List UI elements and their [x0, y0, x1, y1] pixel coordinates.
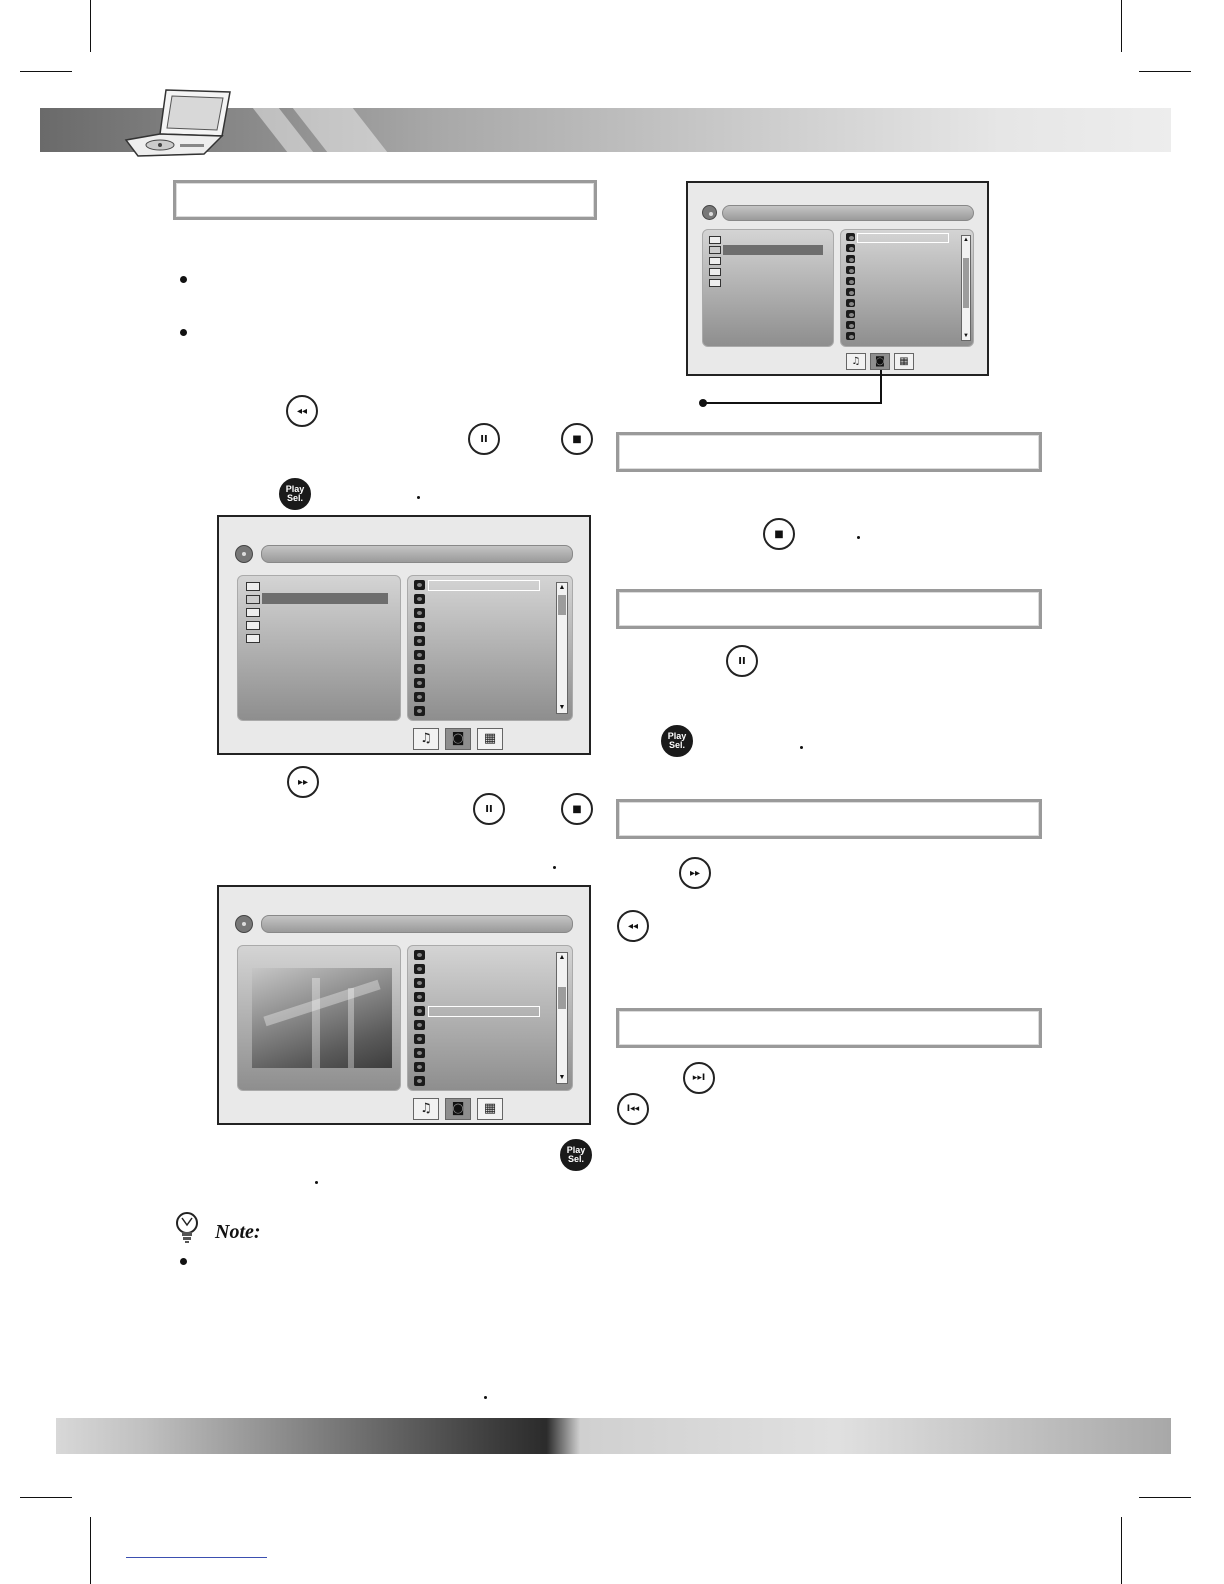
crop-mark	[1121, 0, 1122, 52]
play-sel-button-icon: Play Sel.	[279, 478, 311, 510]
scroll-down-arrow-icon[interactable]: ▼	[963, 333, 969, 339]
photo-file-icon	[846, 321, 855, 329]
pause-button-icon: II	[473, 793, 505, 825]
bottom-rule	[126, 1557, 267, 1558]
disc-icon	[235, 545, 253, 563]
scroll-up-arrow-icon[interactable]: ▲	[963, 237, 969, 243]
section-heading-box	[616, 432, 1042, 472]
crop-mark	[20, 1497, 72, 1498]
photo-file-icon	[414, 1076, 425, 1086]
photo-file-icon	[414, 664, 425, 674]
stop-button-icon: ■	[763, 518, 795, 550]
photo-file-icon	[414, 1006, 425, 1016]
photo-thumbnail	[252, 968, 392, 1068]
fast-forward-button-icon: ▸▸	[679, 857, 711, 889]
music-tab-icon[interactable]: ♫	[413, 1098, 439, 1120]
photo-file-icon	[414, 978, 425, 988]
selected-file-outline	[428, 1006, 540, 1017]
pause-button-icon: II	[726, 645, 758, 677]
photo-file-icon	[414, 1062, 425, 1072]
play-sel-button-icon: Play Sel.	[560, 1139, 592, 1171]
period-mark	[800, 746, 803, 749]
photo-file-icon	[414, 692, 425, 702]
section-heading-box	[616, 589, 1042, 629]
photo-file-icon	[846, 244, 855, 252]
scroll-thumb[interactable]	[558, 987, 566, 1009]
crop-mark	[1139, 1497, 1191, 1498]
scrollbar[interactable]	[556, 952, 568, 1084]
photo-file-icon	[846, 299, 855, 307]
photo-browser-screen-small	[686, 181, 989, 376]
folder-icon	[246, 634, 260, 643]
photo-file-icon	[846, 233, 855, 241]
pause-button-icon: II	[468, 423, 500, 455]
file-pane	[407, 945, 573, 1091]
disc-icon	[702, 205, 717, 220]
photo-file-icon	[414, 678, 425, 688]
photo-tab-icon[interactable]: ◙	[445, 1098, 471, 1120]
period-mark	[857, 536, 860, 539]
path-bar	[261, 915, 573, 933]
folder-icon	[246, 621, 260, 630]
rewind-button-icon: ◂◂	[286, 395, 318, 427]
video-tab-icon[interactable]: ▦	[477, 1098, 503, 1120]
music-tab-icon[interactable]: ♫	[413, 728, 439, 750]
photo-file-icon	[414, 992, 425, 1002]
photo-file-icon	[414, 1034, 425, 1044]
photo-file-icon	[414, 580, 425, 590]
scroll-thumb[interactable]	[558, 595, 566, 615]
next-button-icon: ▸▸I	[683, 1062, 715, 1094]
photo-file-icon	[414, 706, 425, 716]
selected-file-outline	[857, 233, 949, 243]
file-pane	[407, 575, 573, 721]
selected-folder-highlight	[723, 245, 823, 255]
path-bar	[722, 205, 974, 221]
folder-icon	[709, 268, 721, 276]
photo-file-icon	[414, 1020, 425, 1030]
photo-file-icon	[846, 288, 855, 296]
folder-icon	[246, 608, 260, 617]
photo-file-icon	[414, 608, 425, 618]
photo-file-icon	[414, 594, 425, 604]
photo-file-icon	[846, 266, 855, 274]
music-tab-icon[interactable]: ♫	[846, 353, 866, 370]
photo-file-icon	[414, 950, 425, 960]
callout-line	[703, 402, 881, 404]
crop-mark	[90, 1517, 91, 1584]
folder-icon	[709, 279, 721, 287]
scroll-thumb[interactable]	[963, 258, 969, 308]
period-mark	[553, 866, 556, 869]
crop-mark	[90, 0, 91, 52]
bullet	[180, 1258, 187, 1265]
scroll-down-arrow-icon[interactable]: ▼	[558, 1074, 566, 1081]
stop-button-icon: ■	[561, 793, 593, 825]
period-mark	[417, 496, 420, 499]
folder-icon	[709, 236, 721, 244]
disc-icon	[235, 915, 253, 933]
bullet	[180, 276, 187, 283]
photo-tab-icon[interactable]: ◙	[870, 353, 890, 370]
scrollbar[interactable]	[961, 235, 971, 341]
play-sel-button-icon: Play Sel.	[661, 725, 693, 757]
photo-file-icon	[846, 332, 855, 340]
stop-button-icon: ■	[561, 423, 593, 455]
folder-pane	[702, 229, 834, 347]
period-mark	[484, 1396, 487, 1399]
section-heading-box	[616, 799, 1042, 839]
portable-dvd-player-icon	[118, 84, 238, 160]
section-heading-box	[616, 1008, 1042, 1048]
photo-file-icon	[414, 650, 425, 660]
photo-file-icon	[414, 1048, 425, 1058]
folder-icon	[709, 257, 721, 265]
selected-file-outline	[428, 580, 540, 591]
rewind-button-icon: ◂◂	[617, 910, 649, 942]
callout-line	[880, 370, 882, 404]
file-pane	[840, 229, 974, 347]
photo-file-icon	[414, 622, 425, 632]
photo-file-icon	[846, 310, 855, 318]
photo-file-icon	[414, 964, 425, 974]
section-heading-box	[173, 180, 597, 220]
photo-file-icon	[414, 636, 425, 646]
scrollbar[interactable]	[556, 582, 568, 714]
period-mark	[315, 1181, 318, 1184]
folder-open-icon	[246, 595, 260, 604]
crop-mark	[1139, 71, 1191, 72]
note-title: Note:	[215, 1221, 261, 1243]
selected-folder-highlight	[262, 593, 388, 604]
photo-file-icon	[846, 277, 855, 285]
scroll-up-arrow-icon[interactable]: ▲	[558, 954, 566, 961]
photo-browser-screen	[217, 515, 591, 755]
previous-button-icon: I◂◂	[617, 1093, 649, 1125]
path-bar	[261, 545, 573, 563]
photo-tab-icon[interactable]: ◙	[445, 728, 471, 750]
photo-preview-screen	[217, 885, 591, 1125]
lightbulb-icon	[173, 1211, 201, 1245]
video-tab-icon[interactable]: ▦	[477, 728, 503, 750]
folder-icon	[246, 582, 260, 591]
fast-forward-button-icon: ▸▸	[287, 766, 319, 798]
scroll-down-arrow-icon[interactable]: ▼	[558, 704, 566, 711]
photo-file-icon	[846, 255, 855, 263]
folder-pane	[237, 575, 401, 721]
crop-mark	[1121, 1517, 1122, 1584]
folder-open-icon	[709, 246, 721, 254]
video-tab-icon[interactable]: ▦	[894, 353, 914, 370]
footer-band	[56, 1418, 1171, 1454]
crop-mark	[20, 71, 72, 72]
preview-pane	[237, 945, 401, 1091]
bullet	[180, 329, 187, 336]
scroll-up-arrow-icon[interactable]: ▲	[558, 584, 566, 591]
